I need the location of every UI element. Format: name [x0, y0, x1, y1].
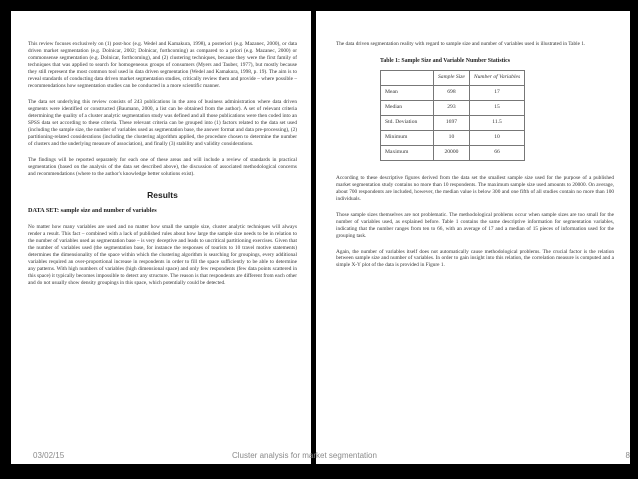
- table-row: [381, 130, 525, 145]
- table-header-cell: Sample Size: [434, 70, 470, 85]
- table-header-cell: [381, 70, 434, 85]
- table-title: Table 1: Sample Size and Variable Number Statistics: [380, 57, 510, 64]
- results-heading: Results: [147, 189, 178, 200]
- slide-page-number: 8: [625, 451, 630, 460]
- table-cell: Maximum: [381, 145, 434, 160]
- slide-footer-title: Cluster analysis for market segmentation: [232, 451, 377, 460]
- table-cell: 15: [469, 100, 524, 115]
- table-cell: Std. Deviation: [381, 115, 434, 130]
- table-cell: 10: [469, 130, 524, 145]
- document-page-right: [316, 11, 630, 464]
- table-cell: 11.5: [469, 115, 524, 130]
- table-row: [381, 100, 525, 115]
- table-cell: 10: [434, 130, 470, 145]
- table-cell: 698: [434, 85, 470, 100]
- table-row: [381, 145, 525, 160]
- statistics-table: [380, 70, 525, 161]
- table-cell: Mean: [381, 85, 434, 100]
- document-page-left: [11, 11, 311, 464]
- section-subheading: DATA SET: sample size and number of variables: [28, 206, 157, 214]
- paragraph: The data driven segmentation reality with regard to sample size and number of variables used is illustrated in Table 1.: [336, 41, 586, 47]
- paragraph: The data set underlying this review consists of 243 publications in the area of business administration where data driven segments were identified or constructed (Baumann, 2000, a list can be obtained from the author). A set of relevant criteria determining the quality of a cluster analytic segmentation study was defined and all those publications were then coded into an SPSS data set according to these criteria. These relevant criteria can be grouped into (1) factors related to the data set used (including the sample size, the number of variables used as segmentation base, the answer format and data pre-processing), (2) partitioning-related considerations (including the clustering algorithm applied, the procedure chosen to determine the number of clusters and the underlying measure of association), and finally (3) stability and validity considerations.: [28, 98, 297, 147]
- table-cell: 1697: [434, 115, 470, 130]
- paragraph: No matter how many variables are used and no matter how small the sample size, cluster analytic techniques will always render a result. This fact – combined with a lack of published rules about how large the sample size needs to be in relation to the number of variables used as segmentation base – is very deceptive and leads to uncritical partitioning exercises. Given that the number of variables used (the segmentation base, for instance the responses of tourists to 10 travel motive statements) determines the dimensionality of the space within which the clustering algorithm is searching for groupings, every additional variables required an over-proportional increase in respondents in order to fill the space sufficiently to be able to determine any patterns. With high numbers of variables (high dimensional space) and only few respondents (few data points scattered in this space) it typically becomes impossible to detect any structure. The reason is that respondents are different from each other and do not usually show density groupings in this space, which potentially could be detected.: [28, 224, 297, 287]
- table-cell: 20000: [434, 145, 470, 160]
- table-cell: Minimum: [381, 130, 434, 145]
- paragraph: The findings will be reported separately for each one of these areas and will include a review of standards in practical segmentation (based on the analysis of the data set described above), the discussion of associated methodological concerns and recommendations (where to the author's knowledge better solutions exist).: [28, 156, 297, 177]
- table-cell: 17: [469, 85, 524, 100]
- paragraph: Again, the number of variables itself does not automatically cause methodological problems. The crucial factor is the relation between sample size and number of variables. In order to gain insight into this relation, the correlation measure is computed and a simple X-Y plot of the data is provided in Figure 1.: [336, 248, 614, 269]
- table-cell: 293: [434, 100, 470, 115]
- table-row: [381, 115, 525, 130]
- table-header-cell: Number of Variables: [469, 70, 524, 85]
- paragraph: Those sample sizes themselves are not problematic. The methodological problems occur when sample sizes are too small for the number of variables used, as explained before. Table 1 contains the same descriptive information for segmentation variables, indicating that the number ranges from ten to 66, with an average of 17 and a median of 15 pieces of information used for the grouping task.: [336, 211, 614, 239]
- table-cell: Median: [381, 100, 434, 115]
- table-header-row: [381, 70, 525, 85]
- table-row: [381, 85, 525, 100]
- paragraph: This review focuses exclusively on (1) post-hoc (e.g. Wedel and Kamakura, 1998), a posteriori (e.g. Mazanec, 2000), or data driven market segmentation (e.g. Dolnicar, 2002; Dolnicar, forthcoming) as compared to a priori (e.g. Mazanec, 2000) or commonsense segmentation (e.g. Dolnicar, forthcoming), and (2) clustering techniques, because they were the first family of techniques that was applied to search for homogeneous groups of consumers (Myers and Tauber, 1977), but mostly because they still represent the most common tool used in data driven segmentation (Wedel and Kamakura, 1998, p. 19). The aim is to reveal standards of conducting data driven market segmentation studies, critically review them and provide – where possible – recommendations how segmentation studies can be conducted in a more scientific manner.: [28, 41, 297, 89]
- table-cell: 66: [469, 145, 524, 160]
- slide-date: 03/02/15: [33, 451, 65, 460]
- paragraph: According to these descriptive figures derived from the data set the smallest sample size used for the purpose of a published market segmentation study contains no more than 10 respondents. The maximum sample size used amounts to 20000. On average, about 700 respondents are included, however, the median value is below 300 and one fifth of all studies contain no more than 100 individuals.: [336, 174, 614, 202]
